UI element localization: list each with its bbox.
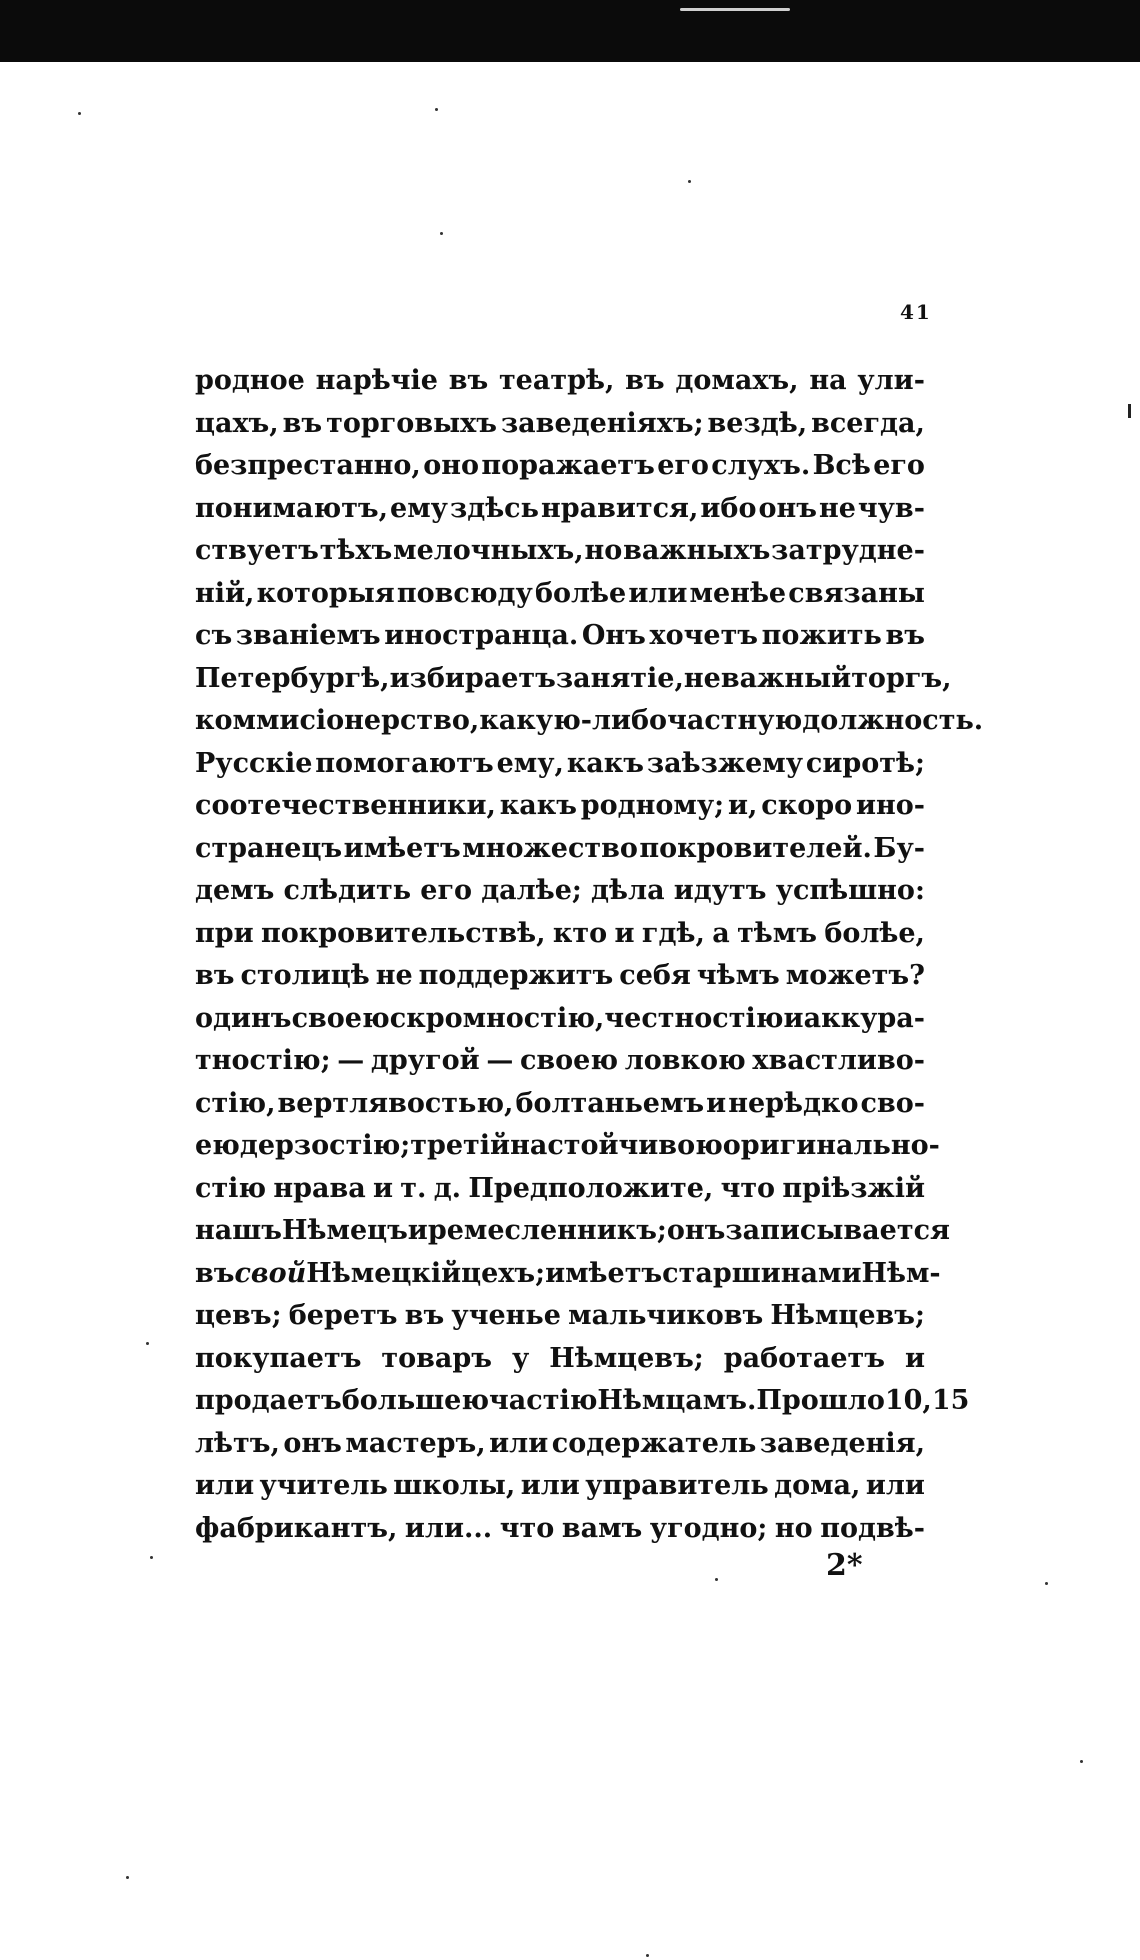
word: дома, [774, 1470, 861, 1501]
word: покровительствѣ, [261, 917, 546, 949]
word: учитель [259, 1470, 388, 1501]
scan-speck [440, 232, 443, 235]
signature-mark: 2* [826, 1548, 863, 1583]
text-line [195, 615, 925, 658]
word: нашъ [195, 1215, 282, 1246]
word: не [375, 960, 413, 991]
word: которыя [256, 577, 395, 609]
word: дѣла [591, 875, 665, 906]
word: — [337, 1045, 365, 1076]
word: въ [195, 960, 235, 991]
word: при [195, 917, 254, 949]
word: Нѣмецкій [306, 1257, 462, 1289]
word: мелочныхъ, [393, 535, 584, 566]
word: коммисіонерство, [195, 705, 480, 736]
word: ній, [195, 577, 255, 609]
text-line [195, 1338, 925, 1381]
word: ловкою [624, 1045, 746, 1076]
text-line [195, 1380, 970, 1423]
word: Нѣм- [861, 1257, 941, 1289]
word: подвѣ- [820, 1512, 925, 1544]
word: тностію; [195, 1045, 331, 1076]
word: что [720, 1172, 776, 1204]
text-line [195, 1508, 925, 1551]
word: званіемъ [235, 620, 381, 651]
text-line [195, 360, 925, 403]
word: продаетъ [195, 1385, 342, 1416]
word: какъ [499, 790, 577, 821]
text-line [195, 1465, 925, 1508]
word: частную [667, 705, 803, 736]
word: поддержитъ [418, 960, 614, 991]
word: можетъ? [785, 960, 925, 991]
word: слѣдить [283, 875, 412, 906]
word: Онъ [581, 620, 646, 651]
word: избираетъ [389, 662, 556, 694]
word: какую-либо [479, 705, 668, 736]
word: Бу- [873, 832, 925, 864]
word: д. [433, 1172, 462, 1204]
word: записывается [725, 1215, 950, 1246]
word: связаны [788, 577, 925, 609]
text-line [195, 828, 925, 871]
word: нерѣдко [728, 1087, 859, 1119]
word: себя [619, 960, 691, 991]
word: слухъ. [711, 450, 811, 481]
word: и [783, 1002, 804, 1034]
scan-speck [150, 1556, 153, 1559]
word: хочетъ [649, 620, 759, 651]
scan-top-border [0, 0, 1140, 62]
text-line [195, 1083, 925, 1126]
word: болѣе, [824, 917, 925, 949]
word: помогаютъ [315, 747, 494, 779]
word: школы, [393, 1470, 516, 1501]
word: или [195, 1470, 255, 1501]
word: своею [291, 1002, 390, 1034]
word: вертлявостью, [277, 1087, 514, 1119]
word: покупаетъ [195, 1342, 362, 1374]
word: всегда, [811, 407, 925, 439]
word: или [520, 1470, 580, 1501]
word: домахъ, [675, 365, 799, 396]
word: фабрикантъ, [195, 1512, 398, 1544]
word: болтаньемъ [515, 1087, 705, 1119]
scan-speck [715, 1578, 718, 1581]
word: множество [462, 832, 638, 864]
scan-speck [1080, 1760, 1083, 1763]
word: ученье [451, 1300, 561, 1331]
word: работаетъ [723, 1342, 885, 1374]
word: свой [234, 1257, 307, 1289]
word: имѣетъ [343, 832, 461, 864]
word: угодно; [649, 1512, 768, 1544]
word: другой [370, 1045, 480, 1076]
word: безпрестанно, [195, 450, 421, 481]
word: заведенія, [759, 1427, 925, 1459]
word: понимаютъ, [195, 492, 389, 524]
scan-speck [126, 1876, 129, 1879]
scan-speck [146, 1342, 149, 1345]
word: или... [404, 1512, 493, 1544]
scan-speck [435, 108, 438, 111]
word: его [657, 450, 709, 481]
word: и, [727, 790, 758, 821]
word: скоро [761, 790, 853, 821]
word: далѣе; [481, 875, 582, 906]
word: и [373, 1172, 394, 1204]
word: а [712, 917, 730, 949]
word: т. [400, 1172, 427, 1204]
word: покровителей. [639, 832, 872, 864]
word: цевъ; [195, 1300, 282, 1331]
word: одинъ [195, 1002, 292, 1034]
word: и [904, 1342, 925, 1374]
word: что [499, 1512, 555, 1544]
word: тѣмъ [737, 917, 817, 949]
scan-edge-mark [1128, 404, 1131, 418]
word: мастеръ, [345, 1427, 486, 1459]
word: чув- [857, 492, 925, 524]
word: въ [885, 620, 925, 651]
word: — [486, 1045, 514, 1076]
text-line [195, 1040, 925, 1083]
page-number: 41 [900, 300, 932, 324]
word: затрудне- [771, 535, 925, 566]
word: онъ [283, 1427, 342, 1459]
word: ино- [855, 790, 925, 821]
text-line [195, 785, 925, 828]
word: или [865, 1470, 925, 1501]
word: театрѣ, [498, 365, 615, 396]
word: третій [410, 1130, 511, 1161]
word: ствуетъ [195, 535, 319, 566]
word: настойчивою [510, 1130, 723, 1161]
scan-speck [78, 112, 81, 115]
word: и [706, 1087, 727, 1119]
word: повсюду [396, 577, 533, 609]
word: аккура- [803, 1002, 925, 1034]
word: Нѣмцамъ. [597, 1385, 757, 1416]
word: вездѣ, [707, 407, 808, 439]
text-line [195, 1253, 941, 1296]
word: оригинально- [722, 1130, 940, 1161]
word: должность. [802, 705, 984, 736]
word: товаръ [381, 1342, 492, 1374]
word: но [584, 535, 623, 566]
word: ули- [857, 365, 925, 396]
text-line [195, 530, 925, 573]
word: частію [489, 1385, 598, 1416]
word: неважный [683, 662, 852, 694]
word: его [420, 875, 472, 906]
word: дерзостію; [239, 1130, 411, 1161]
word: менѣе [689, 577, 787, 609]
word: нрава [273, 1172, 366, 1204]
scan-speck [688, 180, 691, 183]
word: Предположите, [468, 1172, 714, 1204]
word: беретъ [288, 1300, 398, 1331]
word: занятіе, [555, 662, 684, 694]
text-line [195, 573, 925, 616]
text-line [195, 700, 984, 743]
word: ибо [700, 492, 757, 524]
word: стію, [195, 1087, 276, 1119]
word: кто [552, 917, 608, 949]
word: болѣе [534, 577, 627, 609]
word: оно [423, 450, 479, 481]
word: Всѣ [812, 450, 871, 481]
word: но [774, 1512, 813, 1544]
word: странецъ [195, 832, 343, 864]
word: Нѣмцевъ; [770, 1300, 925, 1331]
word: пріѣзжій [782, 1172, 925, 1204]
word: 15 [931, 1385, 970, 1416]
word: и [614, 917, 635, 949]
word: поражаетъ [481, 450, 655, 481]
word: не [818, 492, 856, 524]
word: честностію [604, 1002, 784, 1034]
text-line [195, 403, 925, 446]
text-line [195, 658, 952, 701]
word: у [511, 1342, 530, 1374]
word: здѣсь [449, 492, 539, 524]
word: какъ [566, 747, 645, 779]
text-line [195, 1295, 925, 1338]
word: управитель [585, 1470, 769, 1501]
word: гдѣ, [641, 917, 705, 949]
word: ремесленникъ; [427, 1215, 667, 1246]
scan-speck [1045, 1582, 1048, 1585]
word: въ [282, 407, 323, 439]
word: своею [519, 1045, 619, 1076]
word: и [407, 1215, 428, 1246]
word: цахъ, [195, 407, 279, 439]
word: пожить [761, 620, 882, 651]
body-text [195, 360, 984, 1550]
word: ему [390, 492, 448, 524]
scan-speck [646, 1954, 649, 1957]
word: столицѣ [240, 960, 370, 991]
word: Нѣмецъ [282, 1215, 408, 1246]
word: ему, [496, 747, 564, 779]
word: сво- [860, 1087, 925, 1119]
word: демъ [195, 875, 275, 906]
word: старшинами [662, 1257, 862, 1289]
text-line [195, 445, 925, 488]
word: въ [448, 365, 489, 396]
word: идутъ [673, 875, 767, 906]
word: иностранца. [384, 620, 579, 651]
word: успѣшно: [775, 875, 925, 906]
text-line [195, 870, 925, 913]
word: торговыхъ [326, 407, 497, 439]
word: родное [195, 365, 305, 396]
word: онъ [666, 1215, 726, 1246]
word: нравится, [540, 492, 699, 524]
word: соотечественники, [195, 790, 496, 821]
word: въ [195, 1257, 235, 1289]
word: Русскіе [195, 747, 313, 779]
word: содержатель [551, 1427, 757, 1459]
word: лѣтъ, [195, 1427, 280, 1459]
word: заведеніяхъ; [500, 407, 704, 439]
word: скромностію, [389, 1002, 605, 1034]
word: заѣзжему [646, 747, 804, 779]
text-line [195, 1210, 950, 1253]
word: стію [195, 1172, 267, 1204]
word: въ [404, 1300, 445, 1331]
word: ею [195, 1130, 240, 1161]
word: Нѣмцевъ; [549, 1342, 704, 1374]
word: торгъ, [851, 662, 952, 694]
word: Прошло [756, 1385, 885, 1416]
word: его [873, 450, 925, 481]
text-line [195, 1168, 925, 1211]
word: сиротѣ; [805, 747, 925, 779]
word: вамъ [561, 1512, 643, 1544]
word: цехъ; [461, 1257, 546, 1289]
text-line [195, 998, 925, 1041]
word: нарѣчіе [315, 365, 438, 396]
text-line [195, 1423, 925, 1466]
word: тѣхъ [319, 535, 393, 566]
scan-streak [680, 8, 790, 11]
word: или [628, 577, 688, 609]
text-line [195, 913, 925, 956]
word: Петербургѣ, [195, 662, 390, 694]
word: хвастливо- [752, 1045, 925, 1076]
word: 10, [884, 1385, 932, 1416]
word: онъ [758, 492, 817, 524]
word: въ [625, 365, 665, 396]
word: важныхъ [623, 535, 771, 566]
word: или [489, 1427, 549, 1459]
word: съ [195, 620, 233, 651]
word: мальчиковъ [568, 1300, 764, 1331]
word: на [809, 365, 847, 396]
text-line [195, 743, 925, 786]
word: родному; [580, 790, 725, 821]
text-line [195, 955, 925, 998]
text-line [195, 488, 925, 531]
text-line [195, 1125, 940, 1168]
word: большею [341, 1385, 490, 1416]
word: имѣетъ [545, 1257, 663, 1289]
word: чѣмъ [696, 960, 780, 991]
